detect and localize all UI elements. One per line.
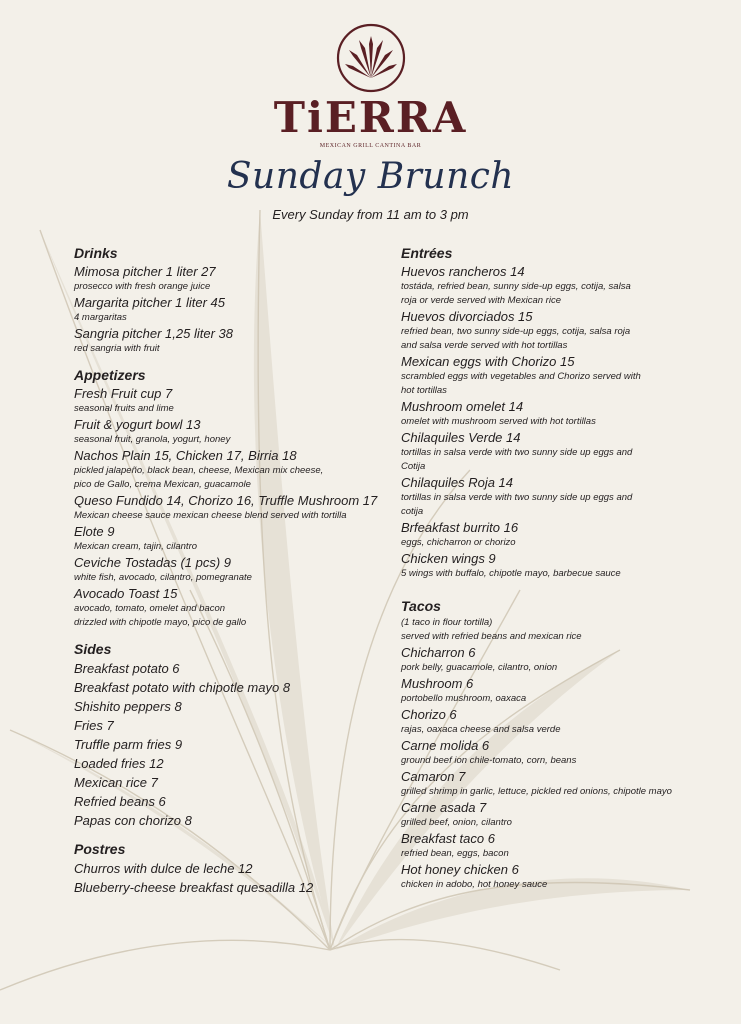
- brand-tagline: MEXICAN GRILL CANTINA BAR: [319, 143, 422, 149]
- right-column: [401, 244, 721, 902]
- menu-item-name: Ceviche Tostadas (1 pcs) 9: [74, 555, 232, 570]
- menu-item-name: Fruit & yogurt bowl 13: [74, 417, 201, 432]
- menu-item-name: Churros with dulce de leche 12: [74, 861, 253, 876]
- menu-item-name: Camaron 7: [401, 769, 466, 784]
- menu-item-desc: chicken in adobo, hot honey sauce: [401, 879, 548, 890]
- menu-item-desc: scrambled eggs with vegetables and Chorizo served with: [401, 371, 641, 382]
- menu-item-name: Breakfast potato 6: [74, 661, 180, 676]
- menu-item-name: Blueberry-cheese breakfast quesadilla 12: [74, 880, 314, 895]
- menu-item-desc: Cotija: [401, 461, 426, 472]
- logo: [0, 22, 741, 150]
- menu-item-name: Sangria pitcher 1,25 liter 38: [74, 326, 233, 341]
- menu-item-desc: refried bean, eggs, bacon: [401, 848, 509, 859]
- menu-item-desc: pico de Gallo, crema Mexican, guacamole: [74, 479, 251, 490]
- menu-subtitle: Every Sunday from 11 am to 3 pm: [272, 207, 469, 222]
- menu-item-desc: prosecco with fresh orange juice: [74, 281, 211, 292]
- menu-item-desc: pickled jalapeño, black bean, cheese, Mexican mix cheese,: [74, 465, 324, 476]
- menu-item-name: Chicken wings 9: [401, 551, 496, 566]
- menu-item-name: Mushroom 6: [401, 676, 474, 691]
- menu-item-desc: refried bean, two sunny side-up eggs, cotija, salsa roja: [401, 326, 631, 337]
- menu-item-desc: red sangria with fruit: [74, 343, 160, 354]
- menu-item-name: Huevos divorciados 15: [401, 309, 533, 324]
- menu-item-name: Chicharron 6: [401, 645, 476, 660]
- agave-logo-icon: [335, 22, 407, 94]
- menu-item-desc: cotija: [401, 506, 424, 517]
- section-title: Sides: [74, 641, 112, 657]
- menu-item-name: Margarita pitcher 1 liter 45: [74, 295, 226, 310]
- menu-title: Sunday Brunch: [226, 156, 515, 197]
- menu-item-desc: grilled beef, onion, cilantro: [401, 817, 512, 828]
- menu-item-desc: white fish, avocado, cilantro, pomegranate: [74, 572, 252, 583]
- entrees-section: [401, 244, 721, 581]
- menu-item-desc: omelet with mushroom served with hot tortillas: [401, 416, 596, 427]
- menu-item-name: Loaded fries 12: [74, 756, 164, 771]
- menu-item-desc: and salsa verde served with hot tortillas: [401, 340, 568, 351]
- menu-item-desc: ground beef ion chile-tomato, corn, beans: [401, 755, 577, 766]
- menu-item-desc: drizzled with chipotle mayo, pico de gallo: [74, 617, 247, 628]
- tacos-section: [401, 597, 721, 892]
- menu-item-name: Breakfast taco 6: [401, 831, 495, 846]
- menu-item-name: Chilaquiles Verde 14: [401, 430, 521, 445]
- menu-item-name: Shishito peppers 8: [74, 699, 182, 714]
- menu-item-desc: portobello mushroom, oaxaca: [401, 693, 527, 704]
- postres-section: [74, 840, 394, 897]
- menu-item-name: Queso Fundido 14, Chorizo 16, Truffle Mushroom 17: [74, 493, 378, 508]
- menu-item-desc: tortillas in salsa verde with two sunny side up eggs and: [401, 492, 633, 503]
- menu-item-desc: roja or verde served with Mexican rice: [401, 295, 561, 306]
- section-title: Entrées: [401, 245, 453, 261]
- menu-item-name: Fries 7: [74, 718, 114, 733]
- menu-item-desc: 5 wings with buffalo, chipotle mayo, barbecue sauce: [401, 568, 621, 579]
- menu-item-name: Mexican rice 7: [74, 775, 158, 790]
- section-title: Drinks: [74, 245, 118, 261]
- menu-item-desc: tortillas in salsa verde with two sunny side up eggs and: [401, 447, 633, 458]
- menu-item-desc: avocado, tomato, omelet and bacon: [74, 603, 226, 614]
- brand-name: TiERRA: [273, 93, 468, 142]
- section-title: Postres: [74, 841, 126, 857]
- menu-item-desc: grilled shrimp in garlic, lettuce, pickled red onions, chipotle mayo: [401, 786, 672, 797]
- menu-item-desc: rajas, oaxaca cheese and salsa verde: [401, 724, 561, 735]
- menu-item-desc: seasonal fruit, granola, yogurt, honey: [74, 434, 231, 445]
- menu-item-name: Chorizo 6: [401, 707, 457, 722]
- menu-item-name: Brfeakfast burrito 16: [401, 520, 519, 535]
- menu-item-desc: seasonal fruits and lime: [74, 403, 174, 414]
- menu-item-name: Mushroom omelet 14: [401, 399, 524, 414]
- drinks-section: [74, 244, 394, 356]
- menu-item-desc: Mexican cream, tajin, cilantro: [74, 541, 198, 552]
- sides-section: [74, 640, 394, 830]
- menu-item-name: Avocado Toast 15: [74, 586, 178, 601]
- menu-item-name: Truffle parm fries 9: [74, 737, 183, 752]
- menu-item-desc: 4 margaritas: [74, 312, 127, 323]
- menu-item-name: Nachos Plain 15, Chicken 17, Birria 18: [74, 448, 297, 463]
- menu-item-name: Hot honey chicken 6: [401, 862, 519, 877]
- menu-item-name: Mexican eggs with Chorizo 15: [401, 354, 575, 369]
- menu-item-desc: tostáda, refried bean, sunny side-up eggs, cotija, salsa: [401, 281, 631, 292]
- menu-item-name: Carne molida 6: [401, 738, 490, 753]
- section-title: Tacos: [401, 598, 441, 614]
- left-column: [74, 244, 394, 907]
- menu-item-name: Mimosa pitcher 1 liter 27: [74, 264, 216, 279]
- tacos-note: (1 taco in flour tortilla): [401, 617, 493, 628]
- menu-item-name: Carne asada 7: [401, 800, 487, 815]
- menu-item-name: Elote 9: [74, 524, 115, 539]
- menu-item-name: Huevos rancheros 14: [401, 264, 525, 279]
- menu-item-desc: pork belly, guacamole, cilantro, onion: [401, 662, 558, 673]
- tacos-note: served with refried beans and mexican rice: [401, 631, 582, 642]
- menu-item-name: Fresh Fruit cup 7: [74, 386, 173, 401]
- menu-item-desc: Mexican cheese sauce mexican cheese blend served with tortilla: [74, 510, 347, 521]
- menu-item-desc: hot tortillas: [401, 385, 447, 396]
- menu-item-name: Chilaquiles Roja 14: [401, 475, 514, 490]
- section-title: Appetizers: [74, 367, 146, 383]
- menu-item-name: Refried beans 6: [74, 794, 166, 809]
- menu-item-desc: eggs, chicharron or chorizo: [401, 537, 516, 548]
- menu-item-name: Breakfast potato with chipotle mayo 8: [74, 680, 291, 695]
- menu-item-name: Papas con chorizo 8: [74, 813, 192, 828]
- appetizers-section: [74, 366, 394, 630]
